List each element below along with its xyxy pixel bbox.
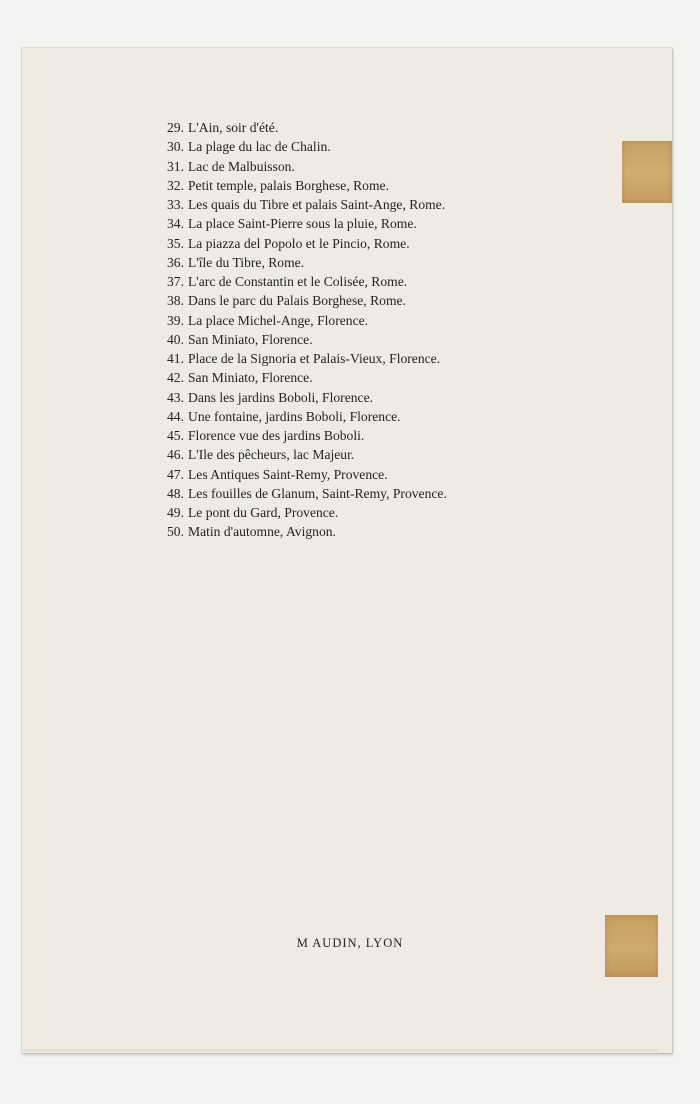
plate-title: L'Ile des pêcheurs, lac Majeur. [188,447,355,463]
list-item [150,503,447,522]
plate-title: San Miniato, Florence. [188,331,313,347]
plate-number: 33. [167,197,184,212]
list-item [150,426,447,445]
plate-number: 44. [167,408,184,424]
plate-title: La place Michel-Ange, Florence. [188,312,369,328]
plate-number: 43. [167,389,184,405]
list-item [150,272,447,291]
page-bottom-edge [24,1049,658,1052]
plate-title: La piazza del Popolo et le Pincio, Rome. [188,235,410,251]
list-item [150,137,447,156]
plate-number: 45. [167,428,184,443]
plate-number: 49. [167,505,184,520]
plate-number: 29. [167,120,184,135]
plate-number: 50. [167,524,184,540]
plate-number: 34. [167,216,184,232]
plate-title: Les fouilles de Glanum, Saint-Remy, Provence. [188,485,447,501]
list-item [150,388,447,407]
plate-list [150,118,447,542]
list-item [150,214,447,233]
plate-number: 32. [167,177,184,193]
tape-piece-top [622,141,672,203]
plate-title: Les quais du Tibre et palais Saint-Ange, Rome. [188,197,446,212]
list-item [150,118,447,137]
plate-number: 31. [167,158,184,174]
list-item [150,291,447,310]
list-item [150,330,447,349]
plate-title: La plage du lac de Chalin. [188,139,331,155]
plate-number: 35. [167,235,184,251]
plate-number: 40. [167,331,184,347]
list-item [150,407,447,426]
printer-imprint: M AUDIN, LYON [296,936,404,950]
list-item [150,484,447,503]
plate-title: Les Antiques Saint-Remy, Provence. [188,466,388,482]
tape-piece-bottom [605,915,658,977]
plate-number: 48. [167,485,184,501]
plate-number: 30. [167,139,184,155]
list-item [150,195,447,214]
plate-title: La place Saint-Pierre sous la pluie, Rome. [188,216,417,232]
plate-title: Place de la Signoria et Palais-Vieux, Florence. [188,351,441,366]
list-item [150,253,447,272]
plate-number: 37. [167,274,184,289]
list-item [150,234,447,253]
plate-title: Une fontaine, jardins Boboli, Florence. [188,408,401,424]
plate-title: Lac de Malbuisson. [188,158,295,174]
list-item [150,522,447,541]
plate-number: 38. [167,293,184,309]
plate-number: 36. [167,254,184,270]
plate-title: Dans les jardins Boboli, Florence. [188,389,373,405]
list-item [150,157,447,176]
list-item [150,465,447,484]
plate-title: L'arc de Constantin et le Colisée, Rome. [188,274,408,289]
plate-number: 39. [167,312,184,328]
list-item [150,311,447,330]
plate-title: Le pont du Gard, Provence. [188,505,339,520]
plate-title: San Miniato, Florence. [188,370,313,386]
list-item [150,349,447,368]
plate-number: 41. [167,351,184,366]
plate-title: Matin d'automne, Avignon. [188,524,336,540]
list-item [150,445,447,464]
plate-number: 46. [167,447,184,463]
plate-number: 42. [167,370,184,386]
plate-title: Florence vue des jardins Boboli. [188,428,365,443]
plate-number: 47. [167,466,184,482]
list-item [150,176,447,195]
plate-title: L'île du Tibre, Rome. [188,254,305,270]
plate-title: L'Ain, soir d'été. [188,120,279,135]
plate-title: Dans le parc du Palais Borghese, Rome. [188,293,406,309]
list-item [150,368,447,387]
plate-title: Petit temple, palais Borghese, Rome. [188,177,389,193]
